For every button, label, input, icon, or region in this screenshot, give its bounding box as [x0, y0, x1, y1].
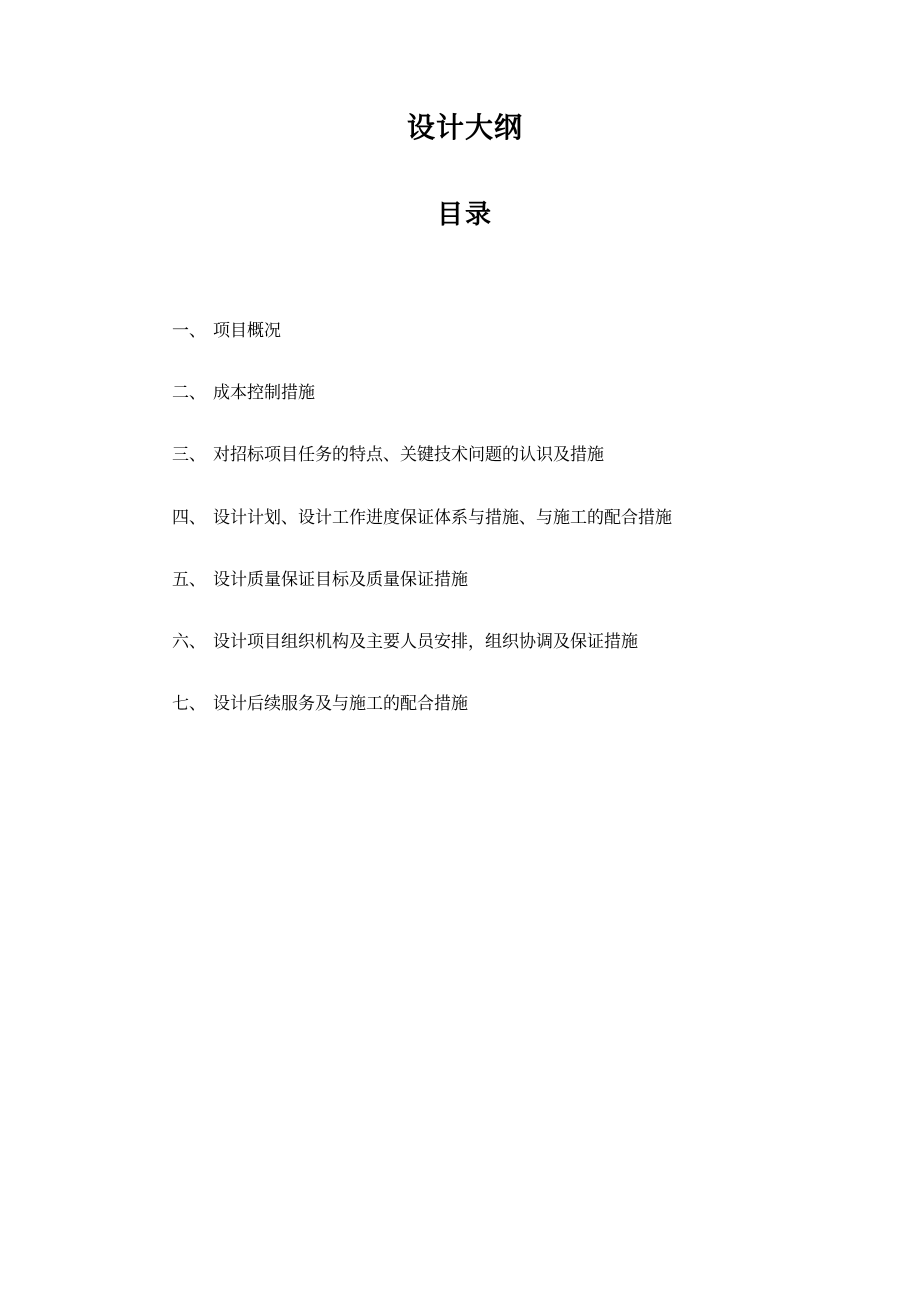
toc-item-number: 四、: [172, 507, 206, 528]
toc-item[interactable]: [172, 378, 672, 440]
toc-item-text: 成本控制措施: [213, 383, 315, 404]
toc-item[interactable]: [172, 440, 672, 502]
toc-item-number: 一、: [172, 321, 206, 341]
toc-heading: 目录: [436, 200, 493, 230]
table-of-contents: [172, 316, 672, 751]
toc-item-number: 二、: [172, 383, 206, 404]
toc-item[interactable]: [172, 503, 672, 565]
toc-item[interactable]: [172, 565, 672, 627]
toc-item[interactable]: [172, 689, 672, 751]
toc-item-number: 六、: [172, 631, 206, 652]
toc-item-number: 三、: [172, 445, 206, 466]
toc-item-number: 七、: [172, 694, 206, 715]
toc-item[interactable]: [172, 627, 672, 689]
toc-item-text: 对招标项目任务的特点、关键技术问题的认识及措施: [213, 445, 604, 466]
toc-item-text: 设计项目组织机构及主要人员安排，组织协调及保证措施: [213, 631, 638, 652]
toc-item-text: 设计计划、设计工作进度保证体系与措施、与施工的配合措施: [213, 507, 672, 528]
toc-item-text: 项目概况: [213, 321, 281, 341]
toc-item[interactable]: [172, 316, 672, 378]
toc-item-text: 设计后续服务及与施工的配合措施: [213, 694, 468, 715]
document-title: 设计大纲: [406, 111, 523, 144]
toc-item-text: 设计质量保证目标及质量保证措施: [213, 569, 468, 590]
toc-item-number: 五、: [172, 569, 206, 590]
